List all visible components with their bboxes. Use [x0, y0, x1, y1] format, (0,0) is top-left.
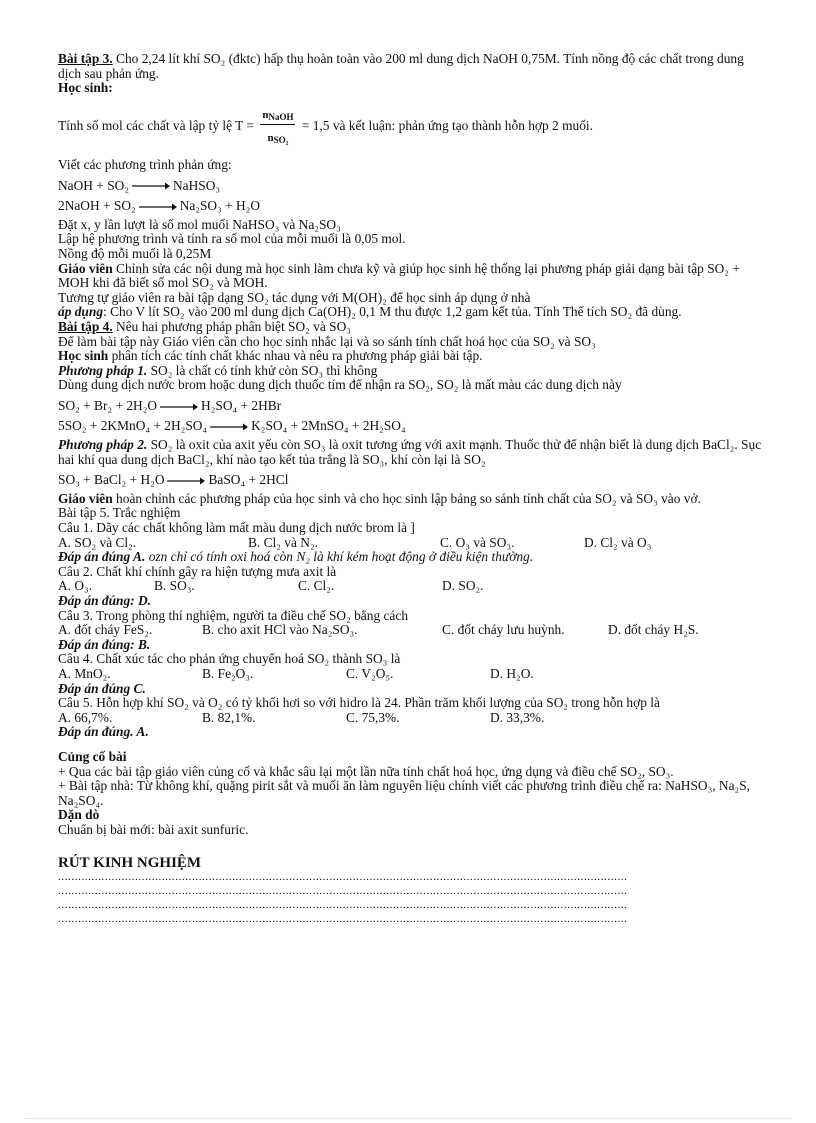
instructions-text: Chuẩn bị bài mới: bài axit sunfuric.	[58, 821, 249, 837]
write-equations: Viết các phương trình phản ứng:	[58, 156, 232, 172]
line-de-lam: Để làm bài tập này Giáo viên cần cho học sinh nhắc lại và so sánh tính chất hoá học của SO₂ và SO₃	[58, 333, 596, 349]
answer-4: Đáp án đúng C.	[58, 680, 146, 696]
line-dung-dich: Dùng dung dịch nước brom hoặc dung dịch thuốc tím để nhận ra SO₂, SO₂ là mất màu các dung dịch này	[58, 377, 622, 393]
consolidation-1: + Qua các bài tập giáo viên củng cố và khắc sâu lại một lần nữa tính chất hoá học, ứng dụng và điều chế SO₂, SO₃.	[58, 763, 674, 779]
option: D. 33,3%.	[490, 709, 545, 725]
question-1: Câu 1. Dãy các chất không làm mất màu dung dịch nước brom là ]	[58, 520, 415, 536]
line-lap: Lập hệ phương trình và tính ra số mol của mỗi muối là 0,05 mol.	[58, 231, 406, 247]
line-tuong-tu: Tương tự giáo viên ra bài tập dạng SO₂ tác dụng với M(OH)₂ để học sinh áp dụng ở nhà	[58, 289, 531, 305]
answer-1: Đáp án đúng A. ozn chỉ có tính oxi hoá còn N₂ là khí kém hoạt động ở điều kiện thường.	[58, 549, 534, 565]
option: B. 82,1%.	[202, 709, 256, 725]
option: A. đốt cháy FeS₂.	[58, 622, 153, 638]
option: B. SO₃.	[154, 578, 195, 594]
question-2-options	[58, 579, 770, 594]
question-4-options	[58, 667, 770, 682]
option: C. O₃ và SO₃.	[440, 534, 515, 550]
exercise-3-label: Bài tập 3.	[58, 51, 113, 66]
line-nong-do: Nồng độ mỗi muối là 0,25M	[58, 245, 212, 261]
apply-exercise: áp dụng: Cho V lít SO₂ vào 200 ml dung dịch Ca(OH)₂ 0,1 M thu được 1,2 gam kết tủa. Tính Thể tích SO₂ đã dùng.	[58, 304, 682, 320]
student-label: Học sinh:	[58, 80, 113, 96]
reaction-arrow-icon	[167, 476, 205, 486]
reaction-arrow-icon	[132, 181, 170, 191]
dotted-line: ..........................................................................................................................................................................	[58, 913, 628, 926]
option: A. 66,7%.	[58, 709, 113, 725]
ratio-fraction	[260, 108, 295, 146]
dotted-line: ..........................................................................................................................................................................	[58, 885, 628, 898]
equation-3: SO₂ + Br₂ + 2H₂O H₂SO₄ + 2HBr	[58, 397, 282, 413]
answer-5: Đáp án đúng. A.	[58, 724, 149, 740]
option: C. 75,3%.	[346, 709, 400, 725]
ratio-numerator: $n_{NaOH}$	[260, 108, 295, 126]
question-5-options	[58, 711, 770, 726]
reaction-arrow-icon	[139, 202, 177, 212]
option: A. MnO₂.	[58, 665, 111, 681]
method-2: Phương pháp 2. SO₂ là oxit của axit yếu còn SO₃ là oxit tương ứng với axit mạnh. Thuốc thử để nhận biết là dung dịch BaCl₂. Sục hai khí qua dung dịch BaCl₂, khí nào tạo kết tủa trắng là SO₃, khí còn lại là SO₂	[58, 437, 762, 467]
document-page	[58, 52, 770, 926]
teacher-note-2: Giáo viên hoàn chỉnh các phương pháp của học sinh và cho học sinh lập bảng so sánh tính chất của SO₂ và SO₃ vào vở.	[58, 490, 701, 506]
question-2: Câu 2. Chất khí chính gây ra hiện tượng mưa axit là	[58, 563, 337, 579]
answer-2: Đáp án đúng: D.	[58, 593, 152, 608]
equation-4: 5SO₂ + 2KMnO₄ + 2H₂SO₄ K₂SO₄ + 2MnSO₄ + 2H₂SO₄	[58, 418, 406, 434]
dotted-line: ..........................................................................................................................................................................	[58, 899, 628, 912]
question-4: Câu 4. Chất xúc tác cho phản ứng chuyển hoá SO₂ thành SO₃ là	[58, 651, 401, 667]
option: A. SO₂ và Cl₂.	[58, 534, 137, 550]
reaction-arrow-icon	[160, 402, 198, 412]
page-bottom-rule	[24, 1118, 792, 1119]
question-1-options	[58, 536, 770, 551]
question-3-options	[58, 623, 770, 638]
question-5: Câu 5. Hỗn hợp khí SO₂ và O₂ có tỷ khối hơi so với hidro là 24. Phần trăm khối lượng của SO₂ trong hỗn hợp là	[58, 695, 660, 711]
option: D. đốt cháy H₂S.	[608, 622, 699, 638]
option: D. Cl₂ và O₃	[584, 534, 652, 550]
option: B. cho axit HCl vào Na₂SO₃.	[202, 622, 358, 638]
option: C. V₂O₅.	[346, 665, 394, 681]
option: C. đốt cháy lưu huỳnh.	[442, 622, 565, 638]
equation-1: NaOH + SO₂ NaHSO₃	[58, 177, 221, 193]
student-analysis: Học sinh phân tích các tính chất khác nhau và nêu ra phương pháp giải bài tập.	[58, 348, 483, 364]
option: C. Cl₂.	[298, 578, 335, 594]
ratio-denominator: $n_{SO_2}$	[267, 132, 289, 146]
ratio-after: = 1,5 và kết luận: phản ứng tạo thành hỗn hợp 2 muối.	[301, 117, 593, 133]
option: D. H₂O.	[490, 665, 534, 681]
exercise-4: Bài tập 4. Nêu hai phương pháp phân biệt SO₂ và SO₃	[58, 318, 351, 334]
exercise-3-text: Cho 2,24 lít khí SO₂ (đktc) hấp thụ hoàn toàn vào 200 ml dung dịch NaOH 0,75M. Tính nồng độ các chất trong dung dịch sau phản ứng.	[58, 51, 744, 81]
option: A. O₃.	[58, 578, 93, 594]
instructions-heading: Dặn dò	[58, 807, 100, 823]
ratio-before: Tính số mol các chất và lập tỷ lệ T =	[58, 117, 254, 133]
teacher-note-1: Giáo viên Chỉnh sửa các nội dung mà học sinh làm chưa kỹ và giúp học sinh hệ thống lại phương pháp giải dạng bài tập SO₂ + MOH khi đã biết số mol SO₂ và MOH.	[58, 260, 740, 291]
ratio-line	[58, 108, 770, 146]
dotted-line: ..........................................................................................................................................................................	[58, 871, 628, 884]
consolidation-2: + Bài tập nhà: Từ không khí, quặng pirit sắt và muối ăn làm nguyên liệu chính viết các phương trình điều chế ra: NaHSO₃, Na₂S, Na₂SO₄.	[58, 778, 751, 808]
equation-2: 2NaOH + SO₂ Na₂SO₃ + H₂O	[58, 198, 261, 214]
option: B. Fe₂O₃.	[202, 665, 254, 681]
equation-5: SO₃ + BaCl₂ + H₂O BaSO₄ + 2HCl	[58, 472, 289, 488]
exercise-3	[58, 52, 770, 81]
answer-3: Đáp án đúng: B.	[58, 636, 151, 652]
consolidation-heading: Củng cố bài	[58, 748, 127, 764]
lessons-heading: RÚT KINH NGHIỆM	[58, 854, 202, 871]
option: D. SO₂.	[442, 578, 484, 594]
line-dat: Đặt x, y lần lượt là số mol muối NaHSO₃ và Na₂SO₃	[58, 216, 341, 232]
question-3: Câu 3. Trong phòng thí nghiệm, người ta điều chế SO₂ bằng cách	[58, 607, 409, 623]
option: B. Cl₂ và N₂.	[248, 534, 318, 550]
reaction-arrow-icon	[210, 422, 248, 432]
exercise-5: Bài tập 5. Trắc nghiệm	[58, 505, 181, 521]
method-1: Phương pháp 1. SO₂ là chất có tính khử còn SO₃ thì không	[58, 362, 378, 378]
